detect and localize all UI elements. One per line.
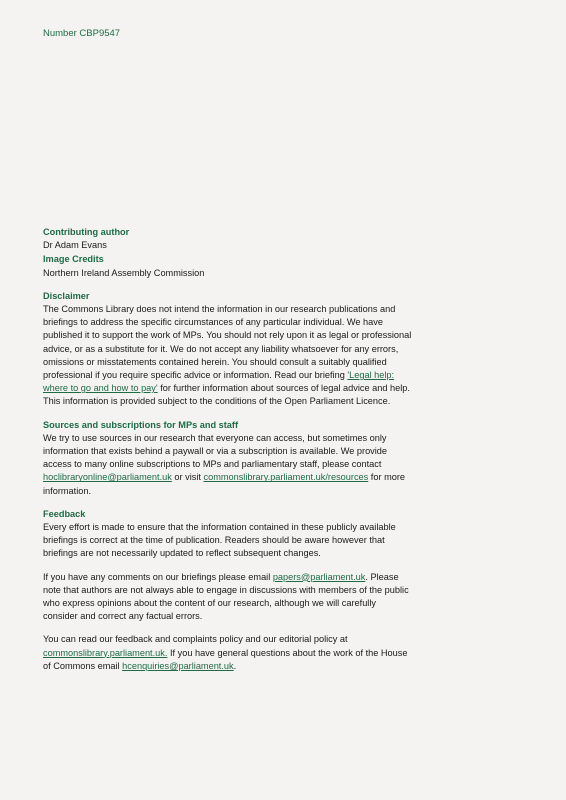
feedback-p3-part3: . <box>233 660 237 671</box>
legal-help-briefing-link[interactable]: 'Legal help: where to go and how to pay' <box>43 370 395 394</box>
contributing-author-section <box>43 226 413 252</box>
feedback-paragraph-2 <box>43 571 413 624</box>
feedback-section <box>43 508 413 673</box>
resources-url-link[interactable]: commonslibrary.parliament.uk/resources <box>203 472 369 483</box>
sources-text-part1: We try to use sources in our research that everyone can access, but sometimes only information that exists behind a paywall or via a subscription is available. We provide access to many online subscriptions to MPs and parliamentary staff, please contact <box>43 432 388 470</box>
feedback-p2-part1: If you have any comments on our briefings please email <box>43 571 273 582</box>
credits-and-notices <box>43 226 413 673</box>
image-credits-heading: Image Credits <box>43 254 104 265</box>
feedback-paragraph-1: Every effort is made to ensure that the information contained in these publicly available briefings is correct at the time of publication. Readers should be aware however that briefings are not necessarily updated to reflect subsequent changes. <box>43 522 396 559</box>
sources-text-part2: or visit <box>171 472 204 483</box>
image-credits-section <box>43 253 413 279</box>
papers-email-link[interactable]: papers@parliament.uk <box>272 571 366 582</box>
disclaimer-text-part1: The Commons Library does not intend the information in our research publications and briefings to address the specific circumstances of any particular individual. We have published it to support the work of MPs. You should not rely upon it as legal or professional advice, or as a substitute for it. We do not accept any liability whatsoever for any errors, omissions or misstatements contained herein. You should consult a suitably qualified professional if you require specific advice or information. Read our briefing <box>43 304 412 381</box>
author-name: Dr Adam Evans <box>43 240 107 251</box>
sources-text <box>43 432 413 498</box>
disclaimer-heading: Disclaimer <box>43 290 90 301</box>
contributing-author-heading: Contributing author <box>43 227 130 237</box>
feedback-paragraph-3 <box>43 633 413 673</box>
sources-heading: Sources and subscriptions for MPs and staff <box>43 419 239 430</box>
hcenquiries-email-link[interactable]: hcenquiries@parliament.uk <box>122 660 234 671</box>
commonslibrary-link[interactable]: commonslibrary.parliament.uk. <box>43 647 168 658</box>
disclaimer-text <box>43 303 413 409</box>
feedback-heading: Feedback <box>43 508 86 519</box>
sources-section <box>43 419 413 498</box>
feedback-p3-part1: You can read our feedback and complaints policy and our editorial policy at <box>43 634 348 645</box>
disclaimer-section <box>43 290 413 409</box>
image-credits-text: Northern Ireland Assembly Commission <box>43 267 205 278</box>
hoclibraryonline-email-link[interactable]: hoclibraryonline@parliament.uk <box>43 472 172 483</box>
sources-text-part3: for more information. <box>43 472 406 496</box>
disclaimer-text-part2: for further information about sources of legal advice and help. This information is provided subject to the conditions of the Open Parliament Licence. <box>43 383 410 407</box>
feedback-p2-part2: . Please note that authors are not always able to engage in discussions with members of the public who express opinions about the content of our research, although we will carefully consider and correct any factual errors. <box>43 571 409 622</box>
feedback-p3-part2: If you have general questions about the work of the House of Commons email <box>43 647 408 671</box>
document-number: Number CBP9547 <box>43 28 121 39</box>
